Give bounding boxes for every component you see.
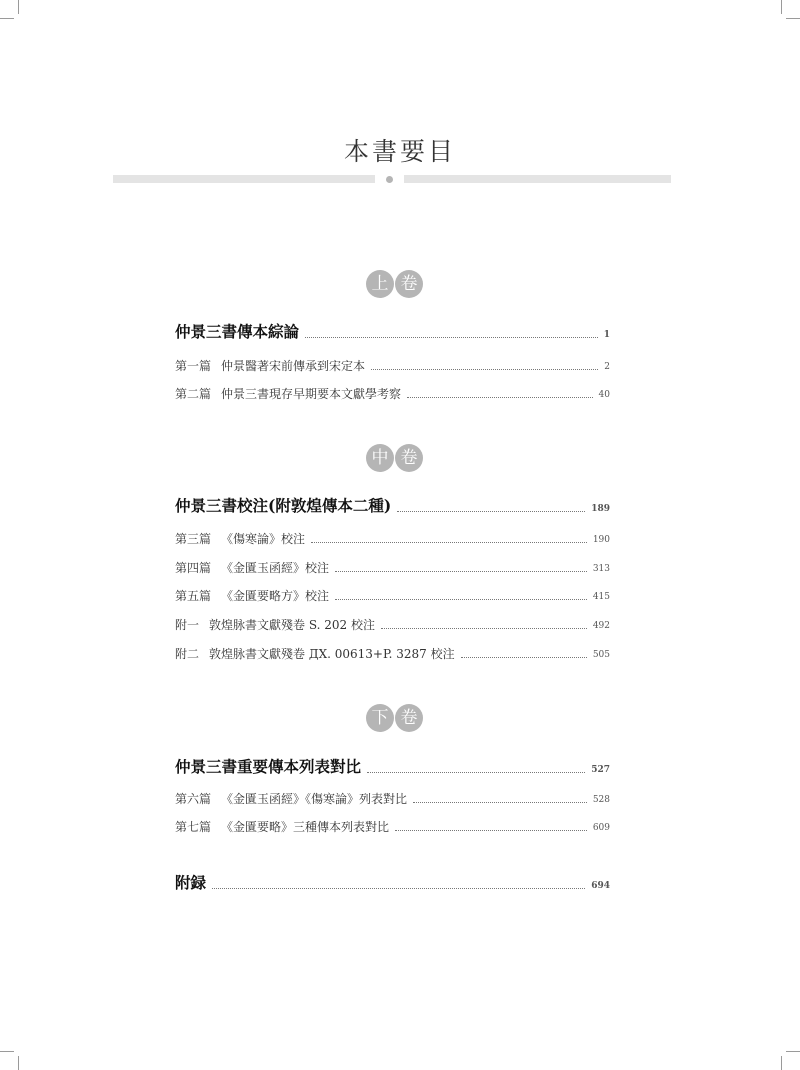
toc-chapter-entry[interactable] (175, 584, 610, 604)
toc-chapter-entry[interactable] (175, 527, 610, 547)
chapter-number: 第七篇 (175, 820, 212, 834)
chapter-title: 《金匱玉函經》校注 (221, 561, 330, 575)
chapter-title: 敦煌脉書文獻殘卷 S. 202 校注 (209, 618, 375, 632)
toc-chapter-label (175, 385, 401, 402)
toc-chapter-label (175, 790, 407, 807)
toc-part-entry[interactable] (175, 496, 610, 516)
toc-chapter-entry[interactable] (175, 613, 610, 633)
toc-page-number: 609 (592, 823, 610, 833)
chapter-number: 第五篇 (175, 589, 212, 603)
title-ornament-dot (386, 176, 393, 183)
toc-page-number: 1 (603, 330, 610, 340)
crop-mark (0, 18, 14, 19)
dot-leader (311, 542, 587, 543)
toc-appendix-label: 附録 (175, 873, 207, 892)
chapter-title: 仲景醫著宋前傳承到宋定本 (221, 359, 366, 373)
toc-page-number: 492 (592, 621, 610, 631)
volume-badge-char: 中 (366, 444, 394, 472)
toc-page-number: 415 (592, 592, 610, 602)
toc-part-entry[interactable] (175, 322, 610, 342)
toc-chapter-entry[interactable] (175, 815, 610, 835)
dot-leader (335, 599, 587, 600)
dot-leader (461, 657, 587, 658)
toc-chapter-label (175, 530, 305, 547)
toc-chapter-label (175, 818, 389, 835)
dot-leader (212, 888, 585, 889)
crop-mark (18, 0, 19, 14)
dot-leader (395, 830, 587, 831)
toc-chapter-label (175, 587, 329, 604)
crop-mark (781, 1056, 782, 1070)
toc-page-number: 527 (591, 765, 610, 775)
chapter-title: 敦煌脉書文獻殘卷 ДX. 00613+P. 3287 校注 (209, 647, 455, 661)
toc-part-label: 仲景三書重要傳本列表對比 (175, 757, 362, 776)
toc-chapter-entry[interactable] (175, 787, 610, 807)
toc-page-number: 2 (604, 362, 610, 372)
volume-badge-middle (366, 444, 423, 472)
toc-page-number: 694 (591, 881, 610, 891)
chapter-number: 附一 (175, 618, 200, 632)
page-title: 本書要目 (343, 137, 456, 166)
toc-chapter-label (175, 645, 455, 662)
chapter-title: 《金匱要略》三種傳本列表對比 (221, 820, 390, 834)
volume-badge-char: 上 (366, 270, 394, 298)
chapter-title: 仲景三書現存早期要本文獻學考察 (221, 387, 402, 401)
toc-chapter-label (175, 357, 365, 374)
crop-mark (786, 1051, 800, 1052)
chapter-number: 第六篇 (175, 792, 212, 806)
toc-chapter-entry[interactable] (175, 556, 610, 576)
chapter-number: 第二篇 (175, 387, 212, 401)
chapter-title: 《金匱玉函經》《傷寒論》列表對比 (221, 792, 408, 806)
crop-mark (18, 1056, 19, 1070)
toc-page-number: 189 (591, 504, 610, 514)
toc-part-label: 仲景三書校注(附敦煌傳本二種) (175, 496, 392, 515)
chapter-number: 第一篇 (175, 359, 212, 373)
toc-chapter-entry[interactable] (175, 382, 610, 402)
toc-page-number: 313 (592, 564, 610, 574)
crop-mark (0, 1051, 14, 1052)
chapter-number: 第三篇 (175, 532, 212, 546)
title-rule-right (404, 175, 671, 183)
dot-leader (371, 369, 598, 370)
toc-part-entry[interactable] (175, 757, 610, 777)
toc-page-number: 40 (598, 390, 610, 400)
chapter-number: 附二 (175, 647, 200, 661)
toc-chapter-entry[interactable] (175, 354, 610, 374)
dot-leader (367, 772, 585, 773)
chapter-number: 第四篇 (175, 561, 212, 575)
toc-part-label: 仲景三書傳本綜論 (175, 322, 300, 341)
toc-page-number: 190 (592, 535, 610, 545)
toc-page-number: 528 (592, 795, 610, 805)
toc-page-number: 505 (592, 650, 610, 660)
dot-leader (413, 802, 587, 803)
volume-badge-char: 卷 (395, 444, 423, 472)
toc-chapter-entry[interactable] (175, 642, 610, 662)
chapter-title: 《傷寒論》校注 (221, 532, 306, 546)
chapter-title: 《金匱要略方》校注 (221, 589, 330, 603)
volume-badge-char: 卷 (395, 704, 423, 732)
dot-leader (335, 571, 587, 572)
crop-mark (786, 18, 800, 19)
volume-badge-char: 下 (366, 704, 394, 732)
dot-leader (381, 628, 587, 629)
toc-appendix-entry[interactable] (175, 873, 610, 893)
volume-badge-lower (366, 704, 423, 732)
toc-chapter-label (175, 559, 329, 576)
volume-badge-upper (366, 270, 423, 298)
dot-leader (397, 511, 585, 512)
dot-leader (305, 337, 598, 338)
dot-leader (407, 397, 593, 398)
volume-badge-char: 卷 (395, 270, 423, 298)
title-rule-left (113, 175, 375, 183)
crop-mark (781, 0, 782, 14)
toc-chapter-label (175, 616, 375, 633)
